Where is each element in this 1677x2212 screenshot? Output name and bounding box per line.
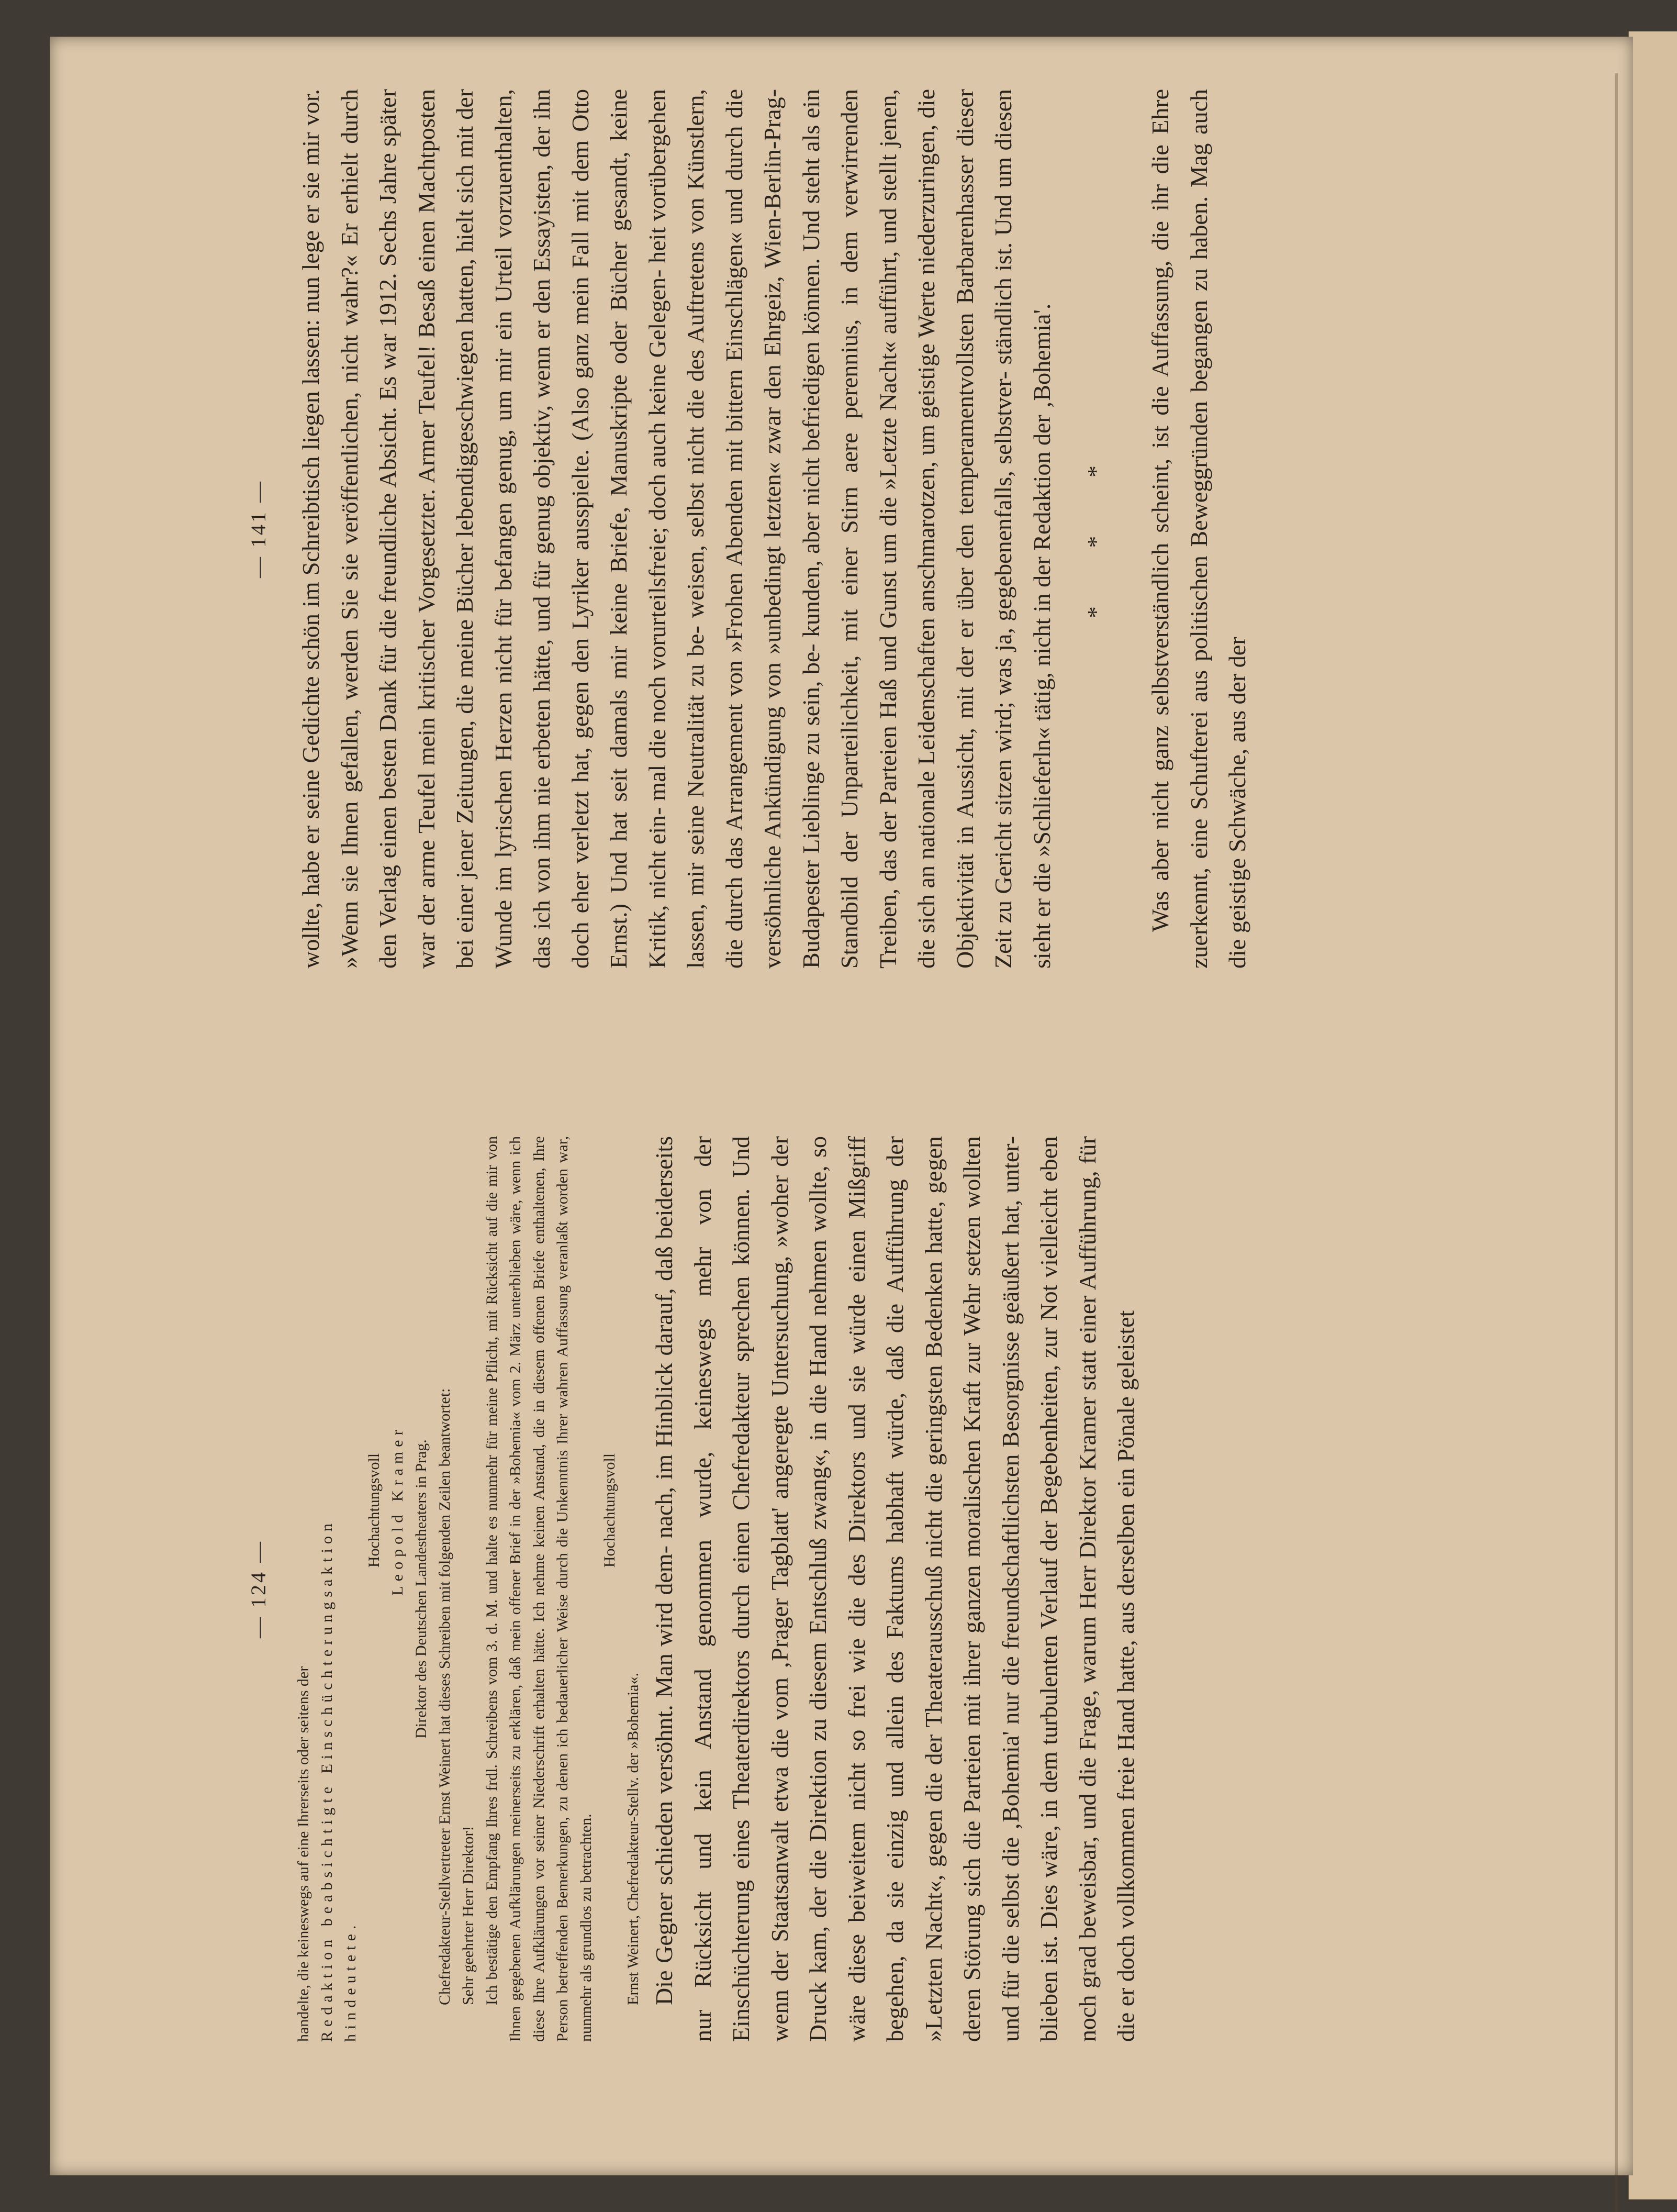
signature-name: Leopold Kramer: [389, 1425, 406, 1596]
section-divider: * * *: [1082, 439, 1109, 618]
reply-intro: Chefredakteur-Stellvertreter Ernst Weinert hat dieses Schreiben mit folgenden Zeilen beantwortet:: [436, 1388, 453, 2005]
signature-name: Ernst Weinert, Chefredakteur-Stellv. der »Bohemia«.: [624, 1672, 642, 2005]
closing: Hochachtungsvoll: [365, 1453, 383, 1568]
signature-title: Direktor des Deutschen Landestheaters in Prag.: [412, 1439, 430, 1739]
closing: Hochachtungsvoll: [601, 1453, 618, 1568]
main-paragraph: Was aber nicht ganz selbstverständlich scheint, ist die Auffassung, die ihr die Ehre zuerkennt, eine Schufterei aus politischen Beweggründen begangen zu haben. Mag auch die geistige Schwäche, aus der der: [1147, 89, 1250, 969]
page-number: — 124 —: [247, 1540, 270, 1638]
text-line: Redaktion beabsichtigte Einschüchterungsaktion: [318, 1519, 336, 2042]
salutation: Sehr geehrter Herr Direktor!: [460, 1826, 477, 2005]
main-paragraph: Die Gegner schieden versöhnt. Man wird dem- nach, im Hinblick darauf, daß beiderseits nur Rücksicht und kein Anstand genommen wurde, keineswegs mehr von der Einschüchterung eines Theaterdirektors durch einen Chefredakteur sprechen können. Und wenn der Staatsanwalt etwa die vom ‚Prager Tagblatt' angeregte Untersuchung, »woher der Druck kam, der die Direktion zu diesem Entschluß zwang«, in die Hand nehmen wollte, so wäre diese beiweitem nicht so frei wie die des Direktors und sie würde einen Mißgriff begehen, da sie einzig und allein des Faktums habhaft würde, daß die Aufführung der »Letzten Nacht«, gegen die der Theaterausschuß nicht die geringsten Bedenken hatte, gegen deren Störung sich die Parteien mit ihrer ganzen moralischen Kraft zur Wehr setzen wollten und für die selbst die ‚Bohemia' nur die freundschaftlichsten Besorgnisse geäußert hat, unter- blieben ist. Dies wäre, in dem turbulenten Verlauf der Begebenheiten, zur Not vielleicht eben noch grad beweisbar, und die Frage, warum Herr Direktor Kramer statt einer Aufführung, für die er doch vollkommen freie Hand hatte, aus derselben ein Pönale geleistet: [651, 1136, 1139, 2042]
page-141: [246, 89, 1513, 969]
page-fold: [1615, 73, 1618, 2212]
page-number: — 141 —: [247, 480, 270, 578]
next-page-edge: [1628, 31, 1677, 2199]
main-paragraph: wollte, habe er seine Gedichte schön im Schreibtisch liegen lassen: nun lege er sie mir vor. »Wenn sie Ihnen gefallen, werden Sie sie veröffentlichen, nicht wahr?« Er erhielt durch den Verlag einen besten Dank für die freundliche Absicht. Es war 1912. Sechs Jahre später war der arme Teufel mein kritischer Vorgesetzter. Armer Teufel! Besaß einen Machtposten bei einer jener Zeitungen, die meine Bücher lebendiggeschwiegen hatten, hielt sich mit der Wunde im lyrischen Herzen nicht für befangen genug, um mir ein Urteil vorzuenthalten, das ich von ihm nie erbeten hätte, und für genug objektiv, wenn er den Essayisten, der ihn doch eher verletzt hat, gegen den Lyriker ausspielte. (Also ganz mein Fall mit dem Otto Ernst.) Und hat seit damals mir keine Briefe, Manuskripte oder Bücher gesandt, keine Kritik, nicht ein- mal die noch vorurteilsfreie; doch auch keine Gelegen- heit vorübergehen lassen, mir seine Neutralität zu be- weisen, selbst nicht die des Auftretens von Künstlern, die durch das Arrangement von »Frohen Abenden mit bittern Einschlägen« und durch die versöhnliche Ankündigung von »unbedingt letzten« zwar den Ehrgeiz, Wien-Berlin-Prag-Budapester Lieblinge zu sein, be- kunden, aber nicht befriedigen können. Und steht als ein Standbild der Unparteilichkeit, mit einer Stirn aere perennius, in dem verwirrenden Treiben, das der Parteien Haß und Gunst um die »Letzte Nacht« aufführt, und stellt jenen, die sich an nationale Leidenschaften anschmarotzen, um geistige Werte niederzuringen, die Objektivität in Aussicht, mit der er über den temperamentvollsten Barbarenhasser dieser Zeit zu Gericht sitzen wird; was ja, gegebenenfalls, selbstver- ständlich ist. Und um diesen sieht er die »Schlieferln« tätig, nicht in der Redaktion der ‚Bohemia'.: [297, 89, 1055, 969]
text-line: hindeutete.: [342, 1920, 359, 2042]
reply-body: Ich bestätige den Empfang Ihres frdl. Schreibens vom 3. d. M. und halte es nunmehr für meine Pflicht, mit Rücksicht auf die mir von Ihnen gegebenen Aufklärungen meinerseits zu erklären, daß mein offener Brief in der »Bohemia« vom 2. März unterblieben wäre, wenn ich diese Ihre Aufklärungen vor seiner Niederschrift erhalten hätte. Ich nehme keinen Anstand, die in diesem offenen Briefe enthaltenen, Ihre Person betreffenden Bemerkungen, zu denen ich bedauerlicher Weise durch die Unkenntnis Ihrer wahren Auffassung veranlaßt worden war, nunmehr als grundlos zu betrachten.: [483, 1136, 595, 2042]
text-line: handelte, die keineswegs auf eine Ihrerseits oder seitens der: [295, 1666, 312, 2042]
page-124: [246, 1136, 1518, 2042]
